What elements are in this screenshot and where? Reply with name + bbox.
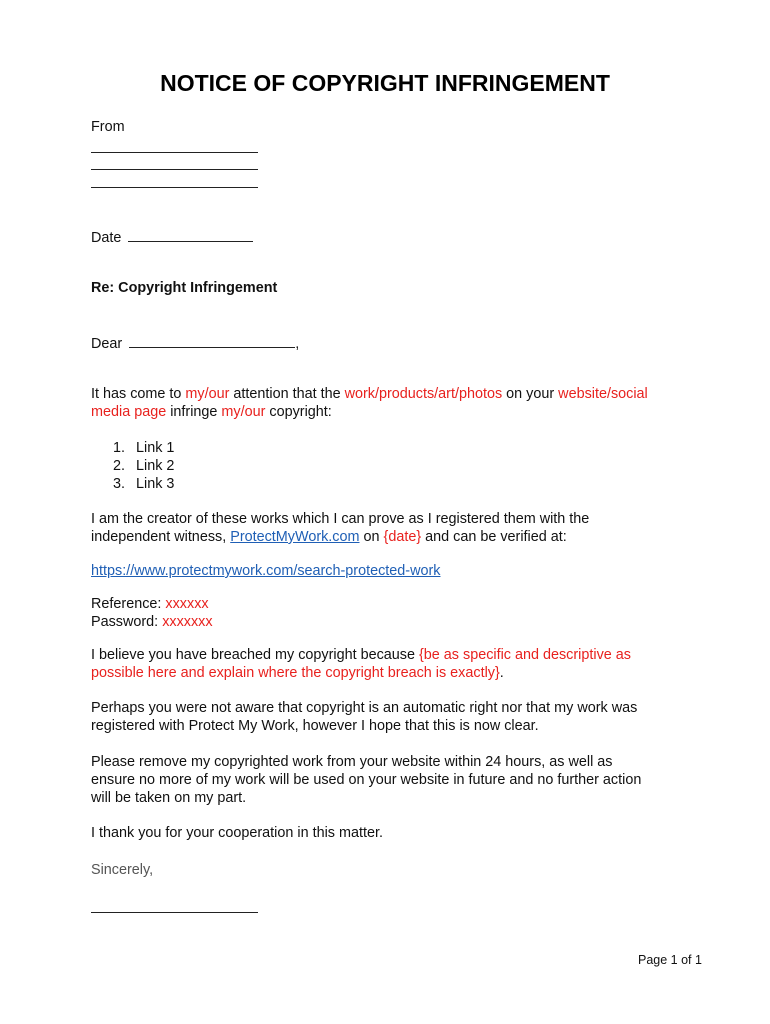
list-item — [113, 439, 174, 457]
placeholder-text: {be as specific and descriptive as — [418, 647, 631, 663]
paragraph-5-line-2: ensure no more of my work will be used on your website in future and no further action — [91, 772, 642, 788]
placeholder-text: my/our — [221, 404, 266, 420]
placeholder-text: media page — [91, 404, 167, 420]
paragraph-4-line-2: registered with Protect My Work, however I hope that this is now clear. — [91, 718, 539, 734]
list-item — [113, 475, 174, 493]
paragraph-5-line-3: will be taken on my part. — [91, 790, 247, 806]
document-title: NOTICE OF COPYRIGHT INFRINGEMENT — [160, 70, 610, 96]
dear-label: Dear — [91, 336, 123, 352]
signature-line — [91, 912, 258, 913]
from-line-3 — [91, 187, 258, 188]
paragraph-1 — [91, 385, 648, 421]
placeholder-text: possible here and explain where the copyright breach is exactly} — [91, 665, 500, 681]
text: independent witness, — [91, 529, 231, 545]
text: It has come to — [91, 386, 186, 402]
paragraph-2-line-2 — [91, 528, 589, 546]
credentials — [91, 595, 213, 631]
list-number: 1. — [113, 440, 126, 456]
text: on your — [502, 386, 559, 402]
dear-comma: , — [295, 336, 300, 352]
re-line: Re: Copyright Infringement — [91, 280, 278, 296]
paragraph-1-line-2 — [91, 403, 648, 421]
from-line-2 — [91, 169, 258, 170]
paragraph-3-line-1 — [91, 646, 631, 664]
date-field — [91, 226, 253, 247]
text: I believe you have breached my copyright because — [91, 647, 419, 663]
paragraph-5 — [91, 753, 641, 807]
reference-label: Reference: — [91, 596, 166, 612]
list-item-label: Link 3 — [136, 476, 175, 492]
salutation — [91, 332, 299, 353]
text: infringe — [166, 404, 222, 420]
protectmywork-link[interactable]: ProtectMyWork.com — [230, 529, 360, 545]
placeholder-text: {date} — [383, 529, 422, 545]
placeholder-text: website/social — [558, 386, 648, 402]
password-label: Password: — [91, 614, 163, 630]
text: copyright: — [265, 404, 332, 420]
paragraph-2-line-1: I am the creator of these works which I can prove as I registered them with the — [91, 511, 590, 527]
reference-row — [91, 595, 213, 613]
date-label: Date — [91, 230, 122, 246]
paragraph-1-line-1 — [91, 385, 648, 403]
page-number: Page 1 of 1 — [638, 953, 702, 967]
password-value: xxxxxxx — [162, 614, 213, 630]
dear-line — [129, 332, 295, 348]
paragraph-5-line-1: Please remove my copyrighted work from your website within 24 hours, as well as — [91, 754, 613, 770]
paragraph-6: I thank you for your cooperation in this matter. — [91, 825, 383, 841]
date-line — [128, 226, 253, 242]
placeholder-text: work/products/art/photos — [344, 386, 503, 402]
placeholder-text: my/our — [185, 386, 230, 402]
paragraph-2 — [91, 510, 589, 546]
list-item-label: Link 2 — [136, 458, 175, 474]
text: attention that the — [229, 386, 345, 402]
verify-url-link[interactable]: https://www.protectmywork.com/search-protected-work — [91, 563, 441, 579]
list-item-label: Link 1 — [136, 440, 175, 456]
text: and can be verified at: — [421, 529, 567, 545]
list-item — [113, 457, 174, 475]
password-row — [91, 613, 213, 631]
list-number: 2. — [113, 458, 126, 474]
paragraph-3-line-2 — [91, 664, 631, 682]
text: . — [499, 665, 504, 681]
from-label: From — [91, 119, 125, 135]
links-list — [113, 439, 174, 493]
paragraph-3 — [91, 646, 631, 682]
reference-value: xxxxxx — [165, 596, 209, 612]
paragraph-4-line-1: Perhaps you were not aware that copyright is an automatic right nor that my work was — [91, 700, 638, 716]
paragraph-4 — [91, 699, 637, 735]
text: on — [359, 529, 384, 545]
from-line-1 — [91, 152, 258, 153]
closing: Sincerely, — [91, 862, 154, 878]
list-number: 3. — [113, 476, 126, 492]
